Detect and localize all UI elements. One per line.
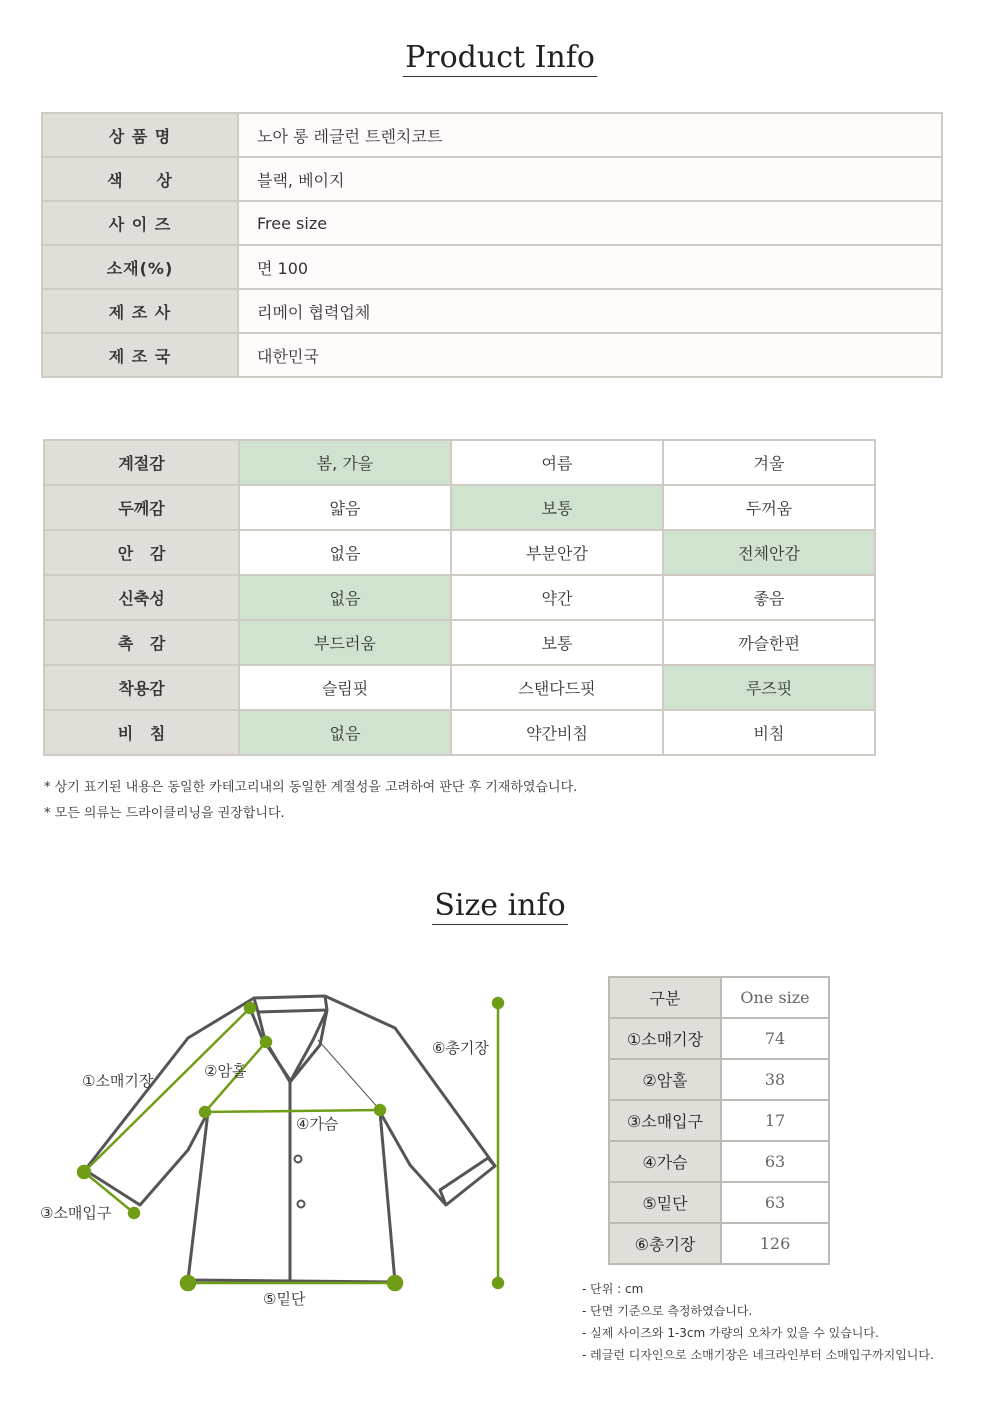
attr-row bbox=[44, 485, 875, 530]
size-row bbox=[609, 1059, 829, 1100]
attr-option: 부드러움 bbox=[239, 620, 451, 665]
attr-option: 전체안감 bbox=[663, 530, 875, 575]
info-value: 대한민국 bbox=[238, 333, 942, 377]
size-key: ⑤밑단 bbox=[609, 1182, 721, 1223]
attr-option: 없음 bbox=[239, 710, 451, 755]
attr-option: 두꺼움 bbox=[663, 485, 875, 530]
measure-dot bbox=[375, 1105, 385, 1115]
attr-option: 봄, 가을 bbox=[239, 440, 451, 485]
collar-back bbox=[254, 996, 327, 1012]
info-row bbox=[42, 245, 942, 289]
size-header-key: 구분 bbox=[609, 977, 721, 1018]
info-row bbox=[42, 333, 942, 377]
info-label: 소재(%) bbox=[42, 245, 238, 289]
info-row bbox=[42, 201, 942, 245]
attr-label: 신축성 bbox=[44, 575, 239, 620]
attr-option: 보통 bbox=[451, 620, 663, 665]
info-label: 상 품 명 bbox=[42, 113, 238, 157]
product-info-table bbox=[41, 112, 943, 378]
attr-option: 좋음 bbox=[663, 575, 875, 620]
right-sleeve bbox=[325, 996, 495, 1205]
chest-label: ④가슴 bbox=[296, 1115, 339, 1133]
size-key: ②암홀 bbox=[609, 1059, 721, 1100]
attr-label: 안 감 bbox=[44, 530, 239, 575]
button bbox=[295, 1156, 302, 1163]
info-label: 제 조 국 bbox=[42, 333, 238, 377]
measure-dot bbox=[245, 1003, 255, 1013]
size-value: 63 bbox=[721, 1182, 829, 1223]
measure-dot bbox=[200, 1107, 210, 1117]
attr-option: 부분안감 bbox=[451, 530, 663, 575]
measure-dot bbox=[129, 1208, 139, 1218]
chest-line bbox=[205, 1110, 380, 1112]
size-key: ④가슴 bbox=[609, 1141, 721, 1182]
measure-dot bbox=[78, 1166, 90, 1178]
size-value: 126 bbox=[721, 1223, 829, 1264]
raglan-seam bbox=[318, 1040, 380, 1110]
right-cuff bbox=[440, 1158, 495, 1205]
size-row bbox=[609, 1182, 829, 1223]
attr-option: 없음 bbox=[239, 530, 451, 575]
attr-label: 비 침 bbox=[44, 710, 239, 755]
info-value: 블랙, 베이지 bbox=[238, 157, 942, 201]
measure-dot bbox=[493, 1278, 503, 1288]
size-key: ⑥총기장 bbox=[609, 1223, 721, 1264]
attr-option: 얇음 bbox=[239, 485, 451, 530]
attr-option: 스탠다드핏 bbox=[451, 665, 663, 710]
product-info-title: Product Info bbox=[405, 40, 595, 75]
size-table-header bbox=[609, 977, 829, 1018]
info-value: Free size bbox=[238, 201, 942, 245]
size-value: 63 bbox=[721, 1141, 829, 1182]
attr-label: 두께감 bbox=[44, 485, 239, 530]
attr-option: 여름 bbox=[451, 440, 663, 485]
size-row bbox=[609, 1141, 829, 1182]
attr-label: 계절감 bbox=[44, 440, 239, 485]
measure-dot bbox=[388, 1276, 402, 1290]
attributes-table bbox=[43, 439, 876, 756]
info-row bbox=[42, 113, 942, 157]
size-row bbox=[609, 1018, 829, 1059]
attr-option: 보통 bbox=[451, 485, 663, 530]
info-label: 사 이 즈 bbox=[42, 201, 238, 245]
attr-option: 겨울 bbox=[663, 440, 875, 485]
info-row bbox=[42, 157, 942, 201]
attr-row bbox=[44, 710, 875, 755]
note-line: * 모든 의류는 드라이클리닝을 권장합니다. bbox=[44, 806, 285, 821]
size-info-title: Size info bbox=[434, 888, 566, 923]
size-value: 38 bbox=[721, 1059, 829, 1100]
attr-row bbox=[44, 530, 875, 575]
sleeve-opening-label: ③소매입구 bbox=[40, 1204, 112, 1222]
sleeve-length-label: ①소매기장 bbox=[82, 1072, 154, 1090]
size-note-line: - 레글런 디자인으로 소매기장은 네크라인부터 소매입구까지입니다. bbox=[582, 1348, 934, 1362]
attr-option: 없음 bbox=[239, 575, 451, 620]
info-value: 노아 롱 레글런 트렌치코트 bbox=[238, 113, 942, 157]
info-label: 제 조 사 bbox=[42, 289, 238, 333]
size-note-line: - 실제 사이즈와 1-3cm 가량의 오차가 있을 수 있습니다. bbox=[582, 1326, 879, 1340]
attr-row bbox=[44, 575, 875, 620]
attr-label: 촉 감 bbox=[44, 620, 239, 665]
info-row bbox=[42, 289, 942, 333]
attr-option: 루즈핏 bbox=[663, 665, 875, 710]
size-notes bbox=[582, 1278, 934, 1366]
garment-size-diagram bbox=[0, 960, 560, 1320]
armhole-label: ②암홀 bbox=[204, 1062, 247, 1080]
info-label: 색 상 bbox=[42, 157, 238, 201]
attr-option: 슬림핏 bbox=[239, 665, 451, 710]
attr-option: 약간 bbox=[451, 575, 663, 620]
attr-option: 비침 bbox=[663, 710, 875, 755]
size-note-line: - 단면 기준으로 측정하였습니다. bbox=[582, 1304, 753, 1318]
attr-row bbox=[44, 440, 875, 485]
info-value: 리메이 협력업체 bbox=[238, 289, 942, 333]
size-row bbox=[609, 1100, 829, 1141]
measure-dot bbox=[181, 1276, 195, 1290]
hem-label: ⑤밑단 bbox=[263, 1290, 306, 1308]
measure-dot bbox=[493, 998, 503, 1008]
size-note-line: - 단위 : cm bbox=[582, 1282, 644, 1296]
size-key: ①소매기장 bbox=[609, 1018, 721, 1059]
attr-row bbox=[44, 665, 875, 710]
attr-row bbox=[44, 620, 875, 665]
size-value: 74 bbox=[721, 1018, 829, 1059]
button bbox=[298, 1201, 305, 1208]
size-key: ③소매입구 bbox=[609, 1100, 721, 1141]
note-line: * 상기 표기된 내용은 동일한 카테고리내의 동일한 계절성을 고려하여 판단 후 기재하였습니다. bbox=[44, 780, 578, 795]
measure-dot bbox=[261, 1037, 271, 1047]
attribute-notes bbox=[44, 775, 577, 827]
total-length-label: ⑥총기장 bbox=[432, 1039, 489, 1057]
info-value: 면 100 bbox=[238, 245, 942, 289]
size-header-value: One size bbox=[721, 977, 829, 1018]
attr-option: 까슬한편 bbox=[663, 620, 875, 665]
size-value: 17 bbox=[721, 1100, 829, 1141]
attr-option: 약간비침 bbox=[451, 710, 663, 755]
size-table bbox=[608, 976, 830, 1265]
attr-label: 착용감 bbox=[44, 665, 239, 710]
size-row bbox=[609, 1223, 829, 1264]
